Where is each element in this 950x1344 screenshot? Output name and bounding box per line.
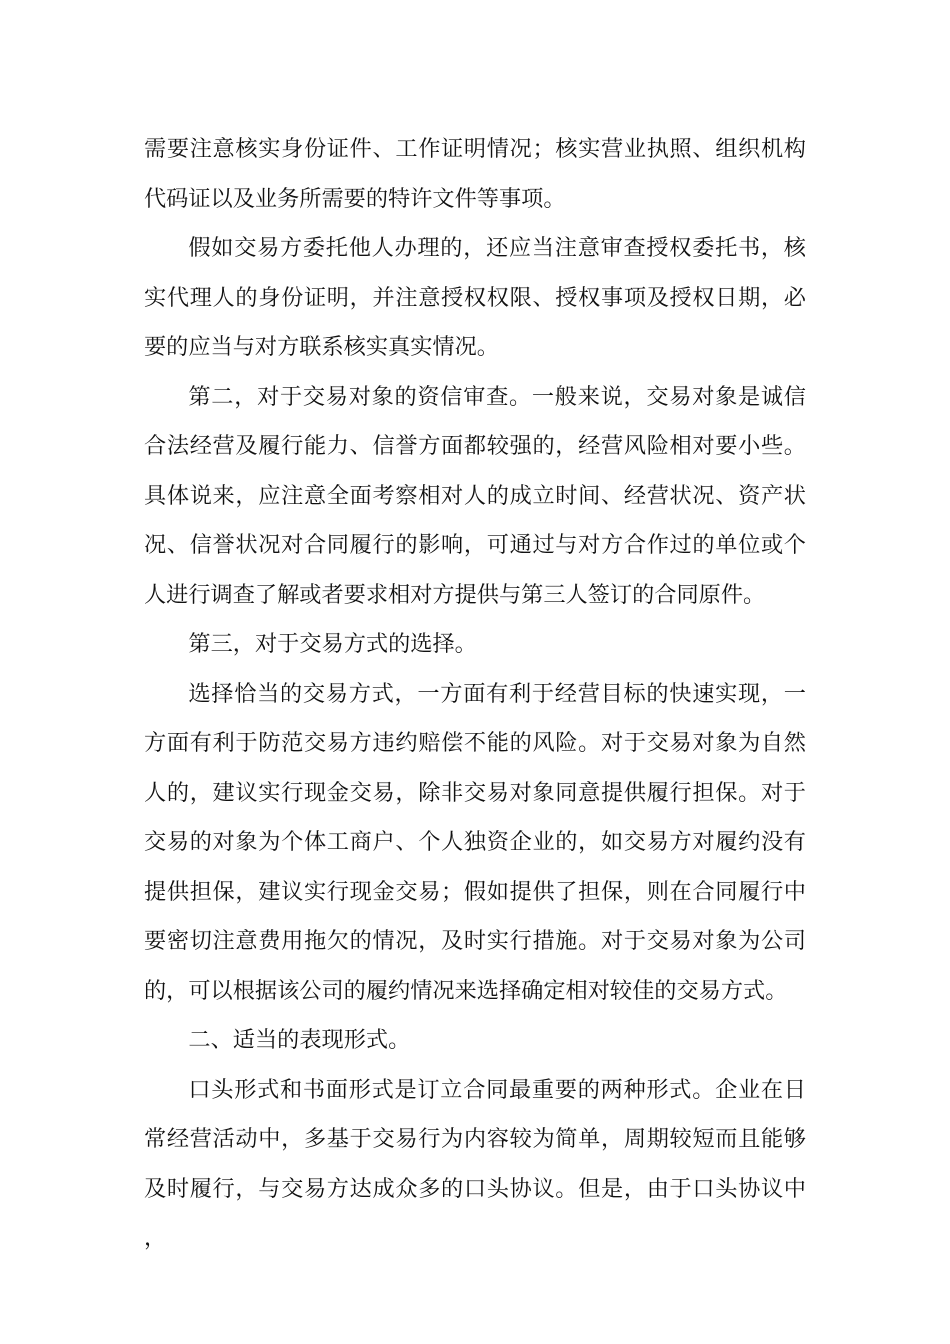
- section-heading: 二、适当的表现形式。: [188, 1027, 411, 1053]
- paragraph-3: 第二，对于交易对象的资信审查。一般来说，交易对象是诚信合法经营及履行能力、信誉方面都较强的，经营风险相对要小些。具体说来，应注意全面考察相对人的成立时间、经营状况、资产状况、信誉状况对合同履行的影响，可通过与对方合作过的单位或个人进行调查了解或者要求相对方提供与第三人签订的合同原件。: [144, 383, 806, 608]
- paragraph-1: 需要注意核实身份证件、工作证明情况；核实营业执照、组织机构代码证以及业务所需要的特许文件等事项。: [144, 136, 806, 212]
- paragraph-5: 选择恰当的交易方式，一方面有利于经营目标的快速实现，一方面有利于防范交易方违约赔偿不能的风险。对于交易对象为自然人的，建议实行现金交易，除非交易对象同意提供履行担保。对于交易的对象为个体工商户、个人独资企业的，如交易方对履约没有提供担保，建议实行现金交易；假如提供了担保，则在合同履行中要密切注意费用拖欠的情况，及时实行措施。对于交易对象为公司的，可以根据该公司的履约情况来选择确定相对较佳的交易方式。: [144, 680, 806, 1004]
- paragraph-2: 假如交易方委托他人办理的，还应当注意审查授权委托书，核实代理人的身份证明，并注意授权权限、授权事项及授权日期，必要的应当与对方联系核实真实情况。: [144, 235, 806, 360]
- paragraph-6: 口头形式和书面形式是订立合同最重要的两种形式。企业在日常经营活动中，多基于交易行为内容较为简单，周期较短而且能够及时履行，与交易方达成众多的口头协议。但是，由于口头协议中，: [144, 1076, 806, 1251]
- document-body: [144, 125, 806, 1264]
- paragraph-4: 第三，对于交易方式的选择。: [188, 631, 477, 657]
